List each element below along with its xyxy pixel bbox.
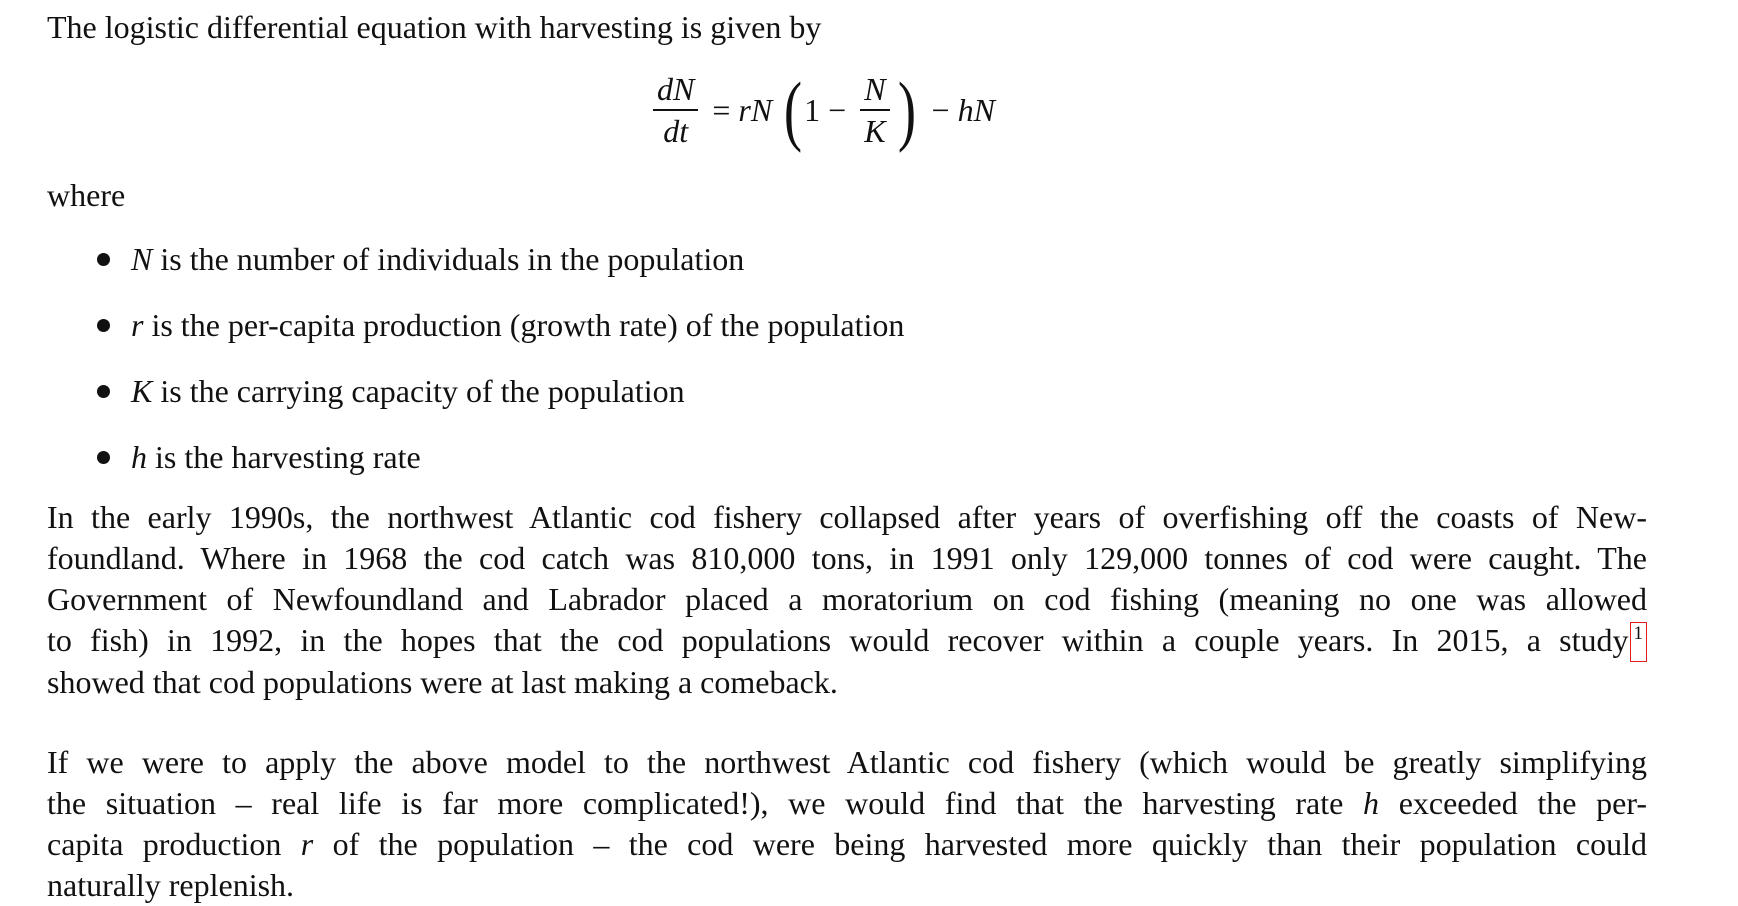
list-item — [97, 302, 904, 368]
definition-list — [97, 236, 904, 500]
ratio-fraction — [860, 71, 889, 149]
logistic-harvest-equation — [647, 60, 995, 160]
close-paren: ) — [897, 66, 916, 153]
definition-text: is the per-capita production (growth rate) of the population — [143, 307, 905, 343]
paragraph-line-text: the situation – real life is far more complicated!), we would find that the harvesting rate — [47, 785, 1364, 821]
fraction-bar — [653, 109, 698, 111]
paragraph-line-text: exceeded the per- — [1379, 785, 1648, 821]
model-application-paragraph — [47, 742, 1647, 906]
inline-symbol: r — [300, 826, 314, 862]
paragraph-line: In the early 1990s, the northwest Atlantic cod fishery collapsed after years of overfishing off the coasts of New- — [47, 499, 1647, 535]
minus-sign-inner: − — [828, 91, 847, 128]
minus-sign-outer: − — [931, 91, 950, 128]
bullet-icon — [97, 451, 110, 464]
paragraph-line-text: of the population – the cod were being harvested more quickly than their population could — [313, 826, 1648, 862]
list-item — [97, 236, 904, 302]
definition-symbol: h — [131, 439, 147, 475]
definition-text: is the harvesting rate — [147, 439, 421, 475]
open-paren: ( — [784, 66, 803, 153]
fraction-bar — [860, 109, 889, 111]
paragraph-line: showed that cod populations were at last making a comeback. — [47, 664, 838, 700]
paragraph-line: foundland. Where in 1968 the cod catch was 810,000 tons, in 1991 only 129,000 tonnes of cod were caught. The — [47, 540, 1647, 576]
paragraph-line-text: to fish) in 1992, in the hopes that the cod populations would recover within a couple years. In 2015, a study — [47, 622, 1629, 658]
one-constant: 1 — [804, 91, 821, 128]
definition-text: is the number of individuals in the population — [152, 241, 745, 277]
growth-term: rN — [738, 91, 773, 128]
derivative-denominator: dt — [663, 112, 689, 149]
harvest-term: hN — [957, 91, 995, 128]
where-label: where — [47, 177, 126, 213]
derivative-numerator: dN — [657, 71, 695, 108]
list-item — [97, 368, 904, 434]
intro-text: The logistic differential equation with harvesting is given by — [47, 9, 822, 45]
definition-symbol: K — [131, 373, 153, 409]
list-item — [97, 434, 904, 500]
paragraph-line: Government of Newfoundland and Labrador placed a moratorium on cod fishing (meaning no one was allowed — [47, 581, 1647, 617]
bullet-icon — [97, 385, 110, 398]
paragraph-line — [47, 783, 1647, 824]
paragraph-line-text: capita production — [47, 826, 301, 862]
paragraph-line: naturally replenish. — [47, 867, 295, 903]
paragraph-line: If we were to apply the above model to the northwest Atlantic cod fishery (which would be greatly simplifying — [47, 744, 1647, 780]
footnote-link[interactable]: 1 — [1630, 622, 1648, 662]
equals-sign: = — [712, 91, 731, 128]
derivative-fraction — [653, 71, 698, 149]
definition-symbol: N — [131, 241, 153, 277]
definition-text: is the carrying capacity of the population — [152, 373, 685, 409]
bullet-icon — [97, 319, 110, 332]
inline-symbol: h — [1363, 785, 1380, 821]
ratio-numerator: N — [864, 71, 886, 108]
cod-fishery-paragraph — [47, 497, 1647, 703]
paragraph-line — [47, 620, 1647, 662]
paragraph-line — [47, 824, 1647, 865]
ratio-denominator: K — [864, 112, 886, 149]
bullet-icon — [97, 253, 110, 266]
definition-symbol: r — [131, 307, 144, 343]
